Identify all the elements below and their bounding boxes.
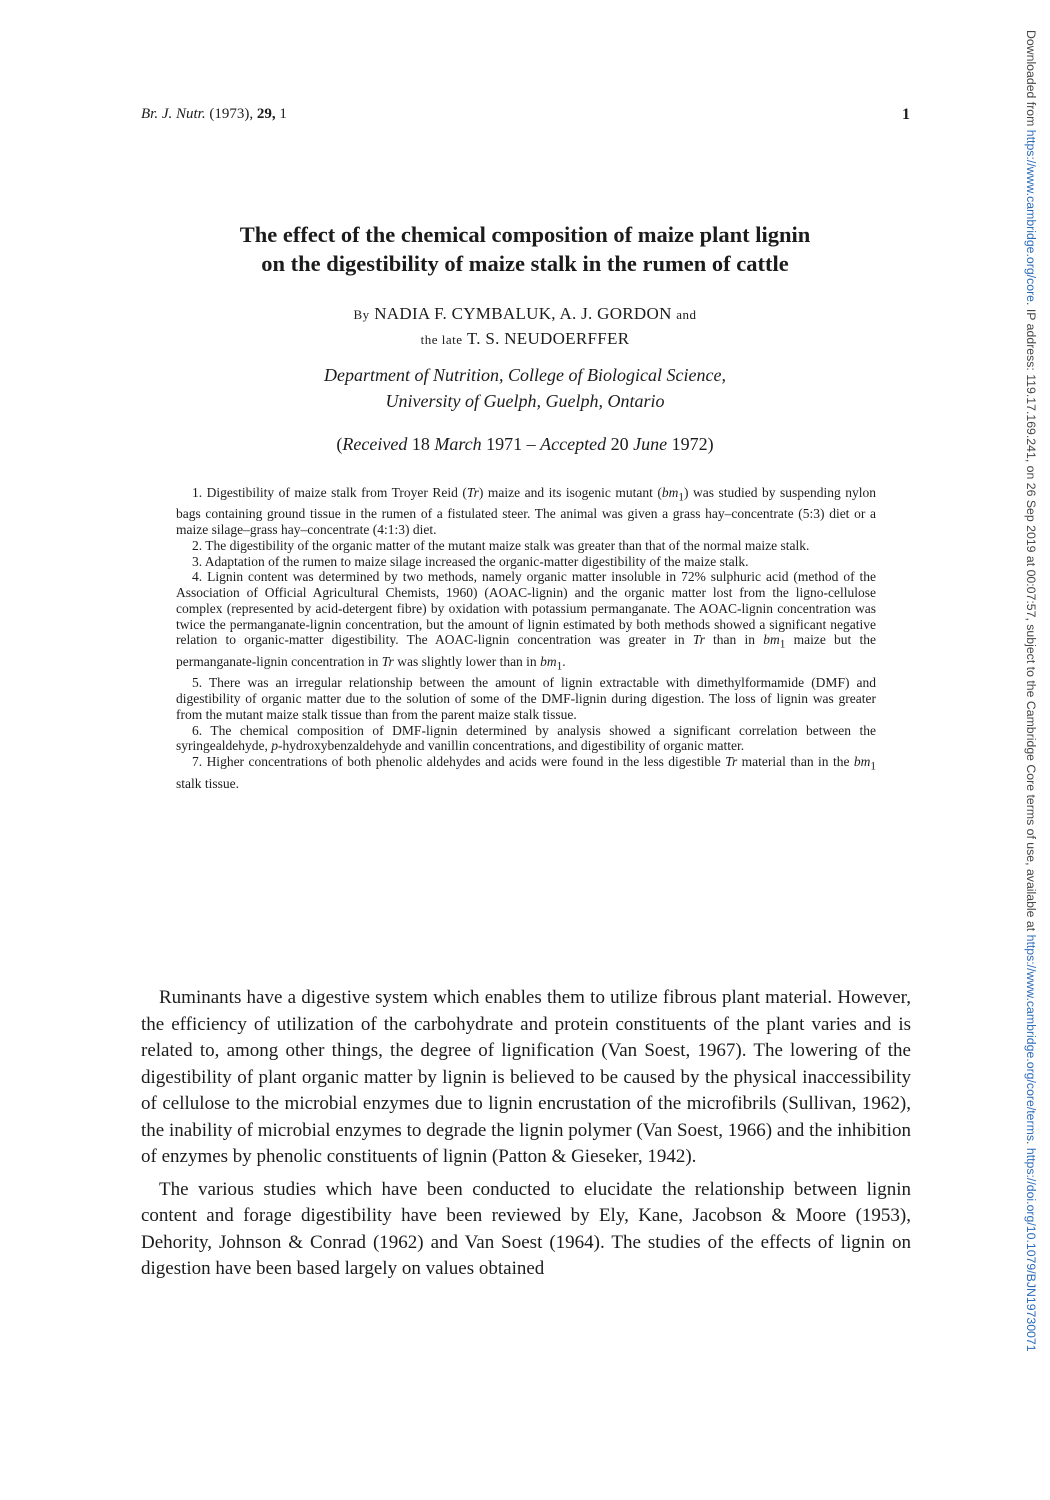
title-line-2: on the digestibility of maize stalk in the rumen of cattle (261, 251, 789, 276)
body-paragraph: Ruminants have a digestive system which enables them to utilize fibrous plant material. However, the efficiency of utilization of the carbohydrate and protein constituents of the plant varies and is related to, among other things, the degree of lignification (Van Soest, 1967). The lowering of the digestibility of plant organic matter by lignin is believed to be caused by the physical inaccessibility of cellulose to the microbial enzymes due to lignin encrustation of the microfibrils (Sullivan, 1962), the inability of microbial enzymes to degrade the lignin polymer (Van Soest, 1966) and the inhibition of enzymes by phenolic constituents of lignin (Patton & Gieseker, 1942). (141, 987, 911, 1167)
author-names-1: NADIA F. CYMBALUK, A. J. GORDON (374, 304, 672, 323)
abstract-item-text: stalk tissue. (176, 775, 239, 791)
by-label: By (353, 307, 370, 322)
abstract-item-number: 2. (192, 537, 206, 553)
abstract-item-number: 3. (192, 553, 205, 569)
authors-line-2 (100, 327, 950, 352)
journal-volume: 29, (256, 106, 276, 122)
abstract-item-text: Adaptation of the rumen to maize silage increased the organic-matter digestibility of the maize stalk. (204, 553, 749, 569)
abstract-item (176, 675, 876, 722)
doi-link[interactable]: https://doi.org/10.1079/BJN19730071 (1024, 1147, 1038, 1352)
abstract-item-text: The chemical composition of DMF-lignin determined by analysis showed a significant correlation between the syringealdehyde, (176, 722, 876, 754)
terms-link[interactable]: https://www.cambridge.org/core/terms (1024, 934, 1038, 1141)
body-paragraph: The various studies which have been conducted to elucidate the relationship between lignin content and forage digestibility have been reviewed by Ely, Kane, Jacobson & Moore (1953), Dehority, Johnson & Conrad (1962) and Van Soest (1964). The studies of the effects of lignin on digestion have been based largely on values obtained (141, 1178, 911, 1279)
received-day: 18 (411, 434, 430, 454)
italic-term: Tr (466, 485, 479, 500)
accepted-day: 20 (610, 434, 629, 454)
journal-citation (141, 106, 287, 123)
affiliation-line-1: Department of Nutrition, College of Biological Science, (324, 365, 726, 385)
body-text (141, 985, 911, 1289)
abstract-item-text: maize but the permanganate-lignin concentration in (176, 632, 876, 669)
download-sep: . (1024, 1141, 1038, 1148)
accepted-label: Accepted (540, 434, 607, 454)
abstract (176, 485, 876, 791)
download-middle: . IP address: 119.17.169.241, on 26 Sep 2019 at 00:07:57, subject to the Cambridge Core terms of use, available at (1024, 302, 1038, 935)
abstract-item-text: Higher concentrations of both phenolic aldehydes and acids were found in the less digestible (206, 754, 726, 770)
abstract-item-text: was slightly lower than in (393, 653, 541, 669)
italic-term: Tr (381, 653, 394, 669)
italic-term: p (271, 738, 278, 754)
abstract-item-number: 6. (192, 722, 211, 738)
abstract-item-text: ) was studied by suspending nylon bags containing ground tissue in the rumen of a fistulated steer. The animal was given a grass hay–concentrate (5:3) diet or a maize silage–grass hay–concentrate (4:1:3) diet. (176, 485, 877, 538)
abstract-item-number: 7. (192, 754, 207, 770)
page-number: 1 (902, 106, 910, 123)
abstract-item-text: Lignin content was determined by two methods, namely organic matter insoluble in 72% sulphuric acid (method of the Association of Official Agricultural Chemists, 1960) (AOAC-lignin) and the organic matter lost from the ligno-cellulose complex (represented by acid-detergent fibre) by oxidation with potassium permanganate. The AOAC-lignin concentration was twice the permanganate-lignin concentration, but the amount of lignin estimated by both methods showed a significant negative relation to organic-matter digestibility. The AOAC-lignin concentration was greater in (176, 569, 877, 648)
subscript: 1 (556, 660, 563, 673)
journal-name: Br. J. Nutr. (141, 106, 206, 122)
italic-term: bm (540, 653, 557, 669)
abstract-item-text: material than in the (737, 754, 854, 770)
journal-issue: 1 (279, 106, 287, 122)
abstract-item (176, 723, 876, 755)
subscript: 1 (779, 639, 786, 652)
abstract-item (176, 754, 876, 791)
title-line-1: The effect of the chemical composition of maize plant lignin (239, 222, 811, 247)
affiliation-line-2: University of Guelph, Guelph, Ontario (385, 391, 665, 411)
journal-year: (1973), (209, 106, 254, 122)
paper-title (100, 220, 950, 278)
the-late-label: the late (420, 332, 463, 347)
abstract-item-text: There was an irregular relationship between the amount of lignin extractable with dimethylformamide (DMF) and digestibility of organic matter due to the solution of some of the DMF-lignin during digestion. The loss of lignin was greater from the mutant maize stalk tissue than from the parent maize stalk tissue. (176, 675, 876, 722)
italic-term: Tr (692, 632, 705, 648)
subscript: 1 (870, 760, 876, 773)
affiliation (100, 362, 950, 414)
italic-term: bm (661, 485, 679, 500)
italic-term: bm (763, 632, 780, 648)
received-year: 1971 – (486, 434, 536, 454)
abstract-item (176, 538, 876, 554)
subscript: 1 (678, 491, 684, 504)
abstract-item-text: than in (704, 632, 764, 648)
accepted-year: 1972 (671, 434, 708, 454)
download-prefix: Downloaded from (1024, 30, 1038, 130)
abstract-item (176, 485, 876, 538)
abstract-item-text: . (562, 653, 566, 669)
accepted-month: June (633, 434, 668, 454)
received-month: March (434, 434, 482, 454)
author-list (100, 302, 950, 352)
received-label: Received (342, 434, 408, 454)
abstract-item (176, 554, 876, 570)
abstract-item-text: -hydroxybenzaldehyde and vanillin concentrations, and digestibility of organic matter. (277, 738, 745, 754)
download-notice (1000, 30, 1040, 1480)
abstract-item-number: 1. (192, 485, 207, 500)
italic-term: Tr (725, 754, 738, 770)
authors-line-1 (100, 302, 950, 327)
download-notice-text (1024, 30, 1038, 1480)
abstract-item-text: Digestibility of maize stalk from Troyer Reid ( (206, 485, 467, 500)
author-names-2: T. S. NEUDOERFFER (466, 329, 630, 348)
abstract-item-number: 4. (192, 569, 208, 585)
abstract-item-text: ) maize and its isogenic mutant ( (478, 485, 662, 500)
received-dates: (Received 18 March 1971 – Accepted 20 June 1972) (336, 434, 714, 454)
and-label: and (676, 307, 697, 322)
abstract-item-number: 5. (192, 675, 209, 691)
italic-term: bm (853, 754, 871, 770)
abstract-item-text: The digestibility of the organic matter of the mutant maize stalk was greater than that of the normal maize stalk. (205, 537, 810, 553)
cambridge-core-link[interactable]: https://www.cambridge.org/core (1024, 129, 1038, 303)
abstract-item (176, 569, 876, 675)
